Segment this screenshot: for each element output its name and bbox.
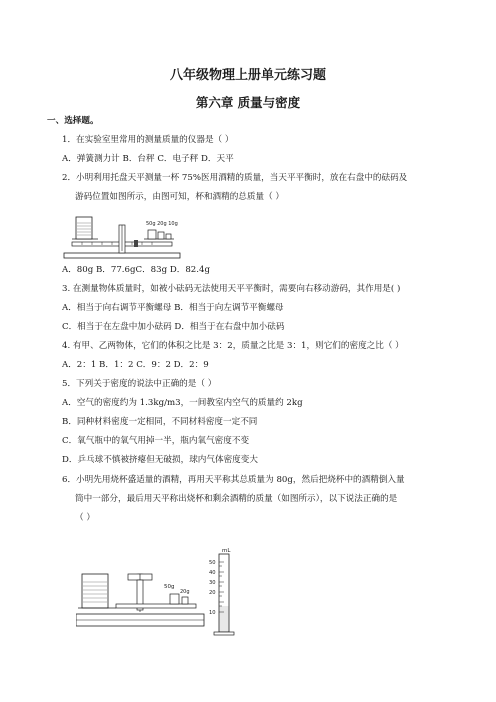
weights-label: 50g 20g 10g — [146, 221, 178, 227]
weights-label-50g: 50g — [164, 584, 175, 590]
question-6-stem-line-3: （ ） — [75, 513, 95, 523]
document-title: 八年级物理上册单元练习题 — [169, 68, 326, 83]
cylinder-tick-10: 10 — [209, 610, 216, 616]
question-5-option-b: B．同种材料密度一定相同，不同材料密度一定不同 — [62, 417, 258, 427]
question-3-options-cd: C．相当于在左盘中加小砝码 D．相当于在右盘中加小砝码 — [62, 322, 285, 332]
question-4-stem: 4. 有甲、乙两物体，它们的体积之比是 3：2，质量之比是 3：1，则它们的密度之比（ ） — [62, 341, 404, 351]
question-2-options: A．80g B．77.6gC．83g D．82.4g — [62, 265, 210, 275]
question-5-option-a: A．空气的密度约为 1.3kg/m3，一间教室内空气的质量约 2kg — [62, 398, 303, 408]
cylinder-unit: mL — [222, 548, 231, 554]
balance-figure-1 — [62, 211, 182, 261]
question-6-stem-line-2: 筒中一部分，最后用天平称出烧杯和剩余酒精的质量（如图所示），以下说法正确的是 — [75, 494, 398, 504]
question-6-stem-line-1: 6．小明先用烧杯盛适量的酒精，再用天平称其总质量为 80g，然后把烧杯中的酒精倒入量 — [62, 475, 405, 485]
question-5-stem: 5．下列关于密度的说法中正确的是（ ） — [62, 379, 217, 389]
question-3-stem: 3. 在测量物体质量时，如被小砝码无法使用天平平衡时，需要向右移动游码，其作用是( ) — [62, 284, 401, 294]
measuring-cylinder-figure — [204, 540, 240, 636]
question-3-options-ab: A．相当于向右调节平衡螺母 B．相当于向左调节平衡螺母 — [62, 303, 284, 313]
question-5-option-c: C．氧气瓶中的氧气用掉一半，瓶内氧气密度不变 — [62, 436, 250, 446]
question-2-stem-line-1: 2．小明利用托盘天平测量一杯 75%医用酒精的质量，当天平平衡时，放在右盘中的砝码及 — [62, 173, 408, 183]
question-4-options: A．2：1 B．1：2 C．9：2 D．2：9 — [62, 360, 209, 370]
question-2-stem-line-2: 游码位置如图所示，由图可知，杯和酒精的总质量（ ） — [75, 192, 284, 202]
chapter-title: 第六章 质量与密度 — [195, 95, 301, 110]
cylinder-tick-30: 30 — [209, 580, 216, 586]
cylinder-tick-40: 40 — [209, 570, 216, 576]
balance-figure-2 — [76, 568, 208, 630]
question-1-options: A．弹簧测力计 B．台秤 C．电子秤 D．天平 — [62, 154, 234, 164]
weights-label-20g: 20g — [180, 589, 190, 595]
cylinder-tick-20: 20 — [209, 590, 216, 596]
cylinder-tick-50: 50 — [209, 560, 216, 566]
question-5-option-d: D．乒乓球不慎被挤瘪但无破损，球内气体密度变大 — [62, 455, 258, 465]
question-1-stem: 1．在实验室里常用的测量质量的仪器是（ ） — [62, 135, 234, 145]
section-heading: 一、选择题。 — [47, 116, 99, 126]
